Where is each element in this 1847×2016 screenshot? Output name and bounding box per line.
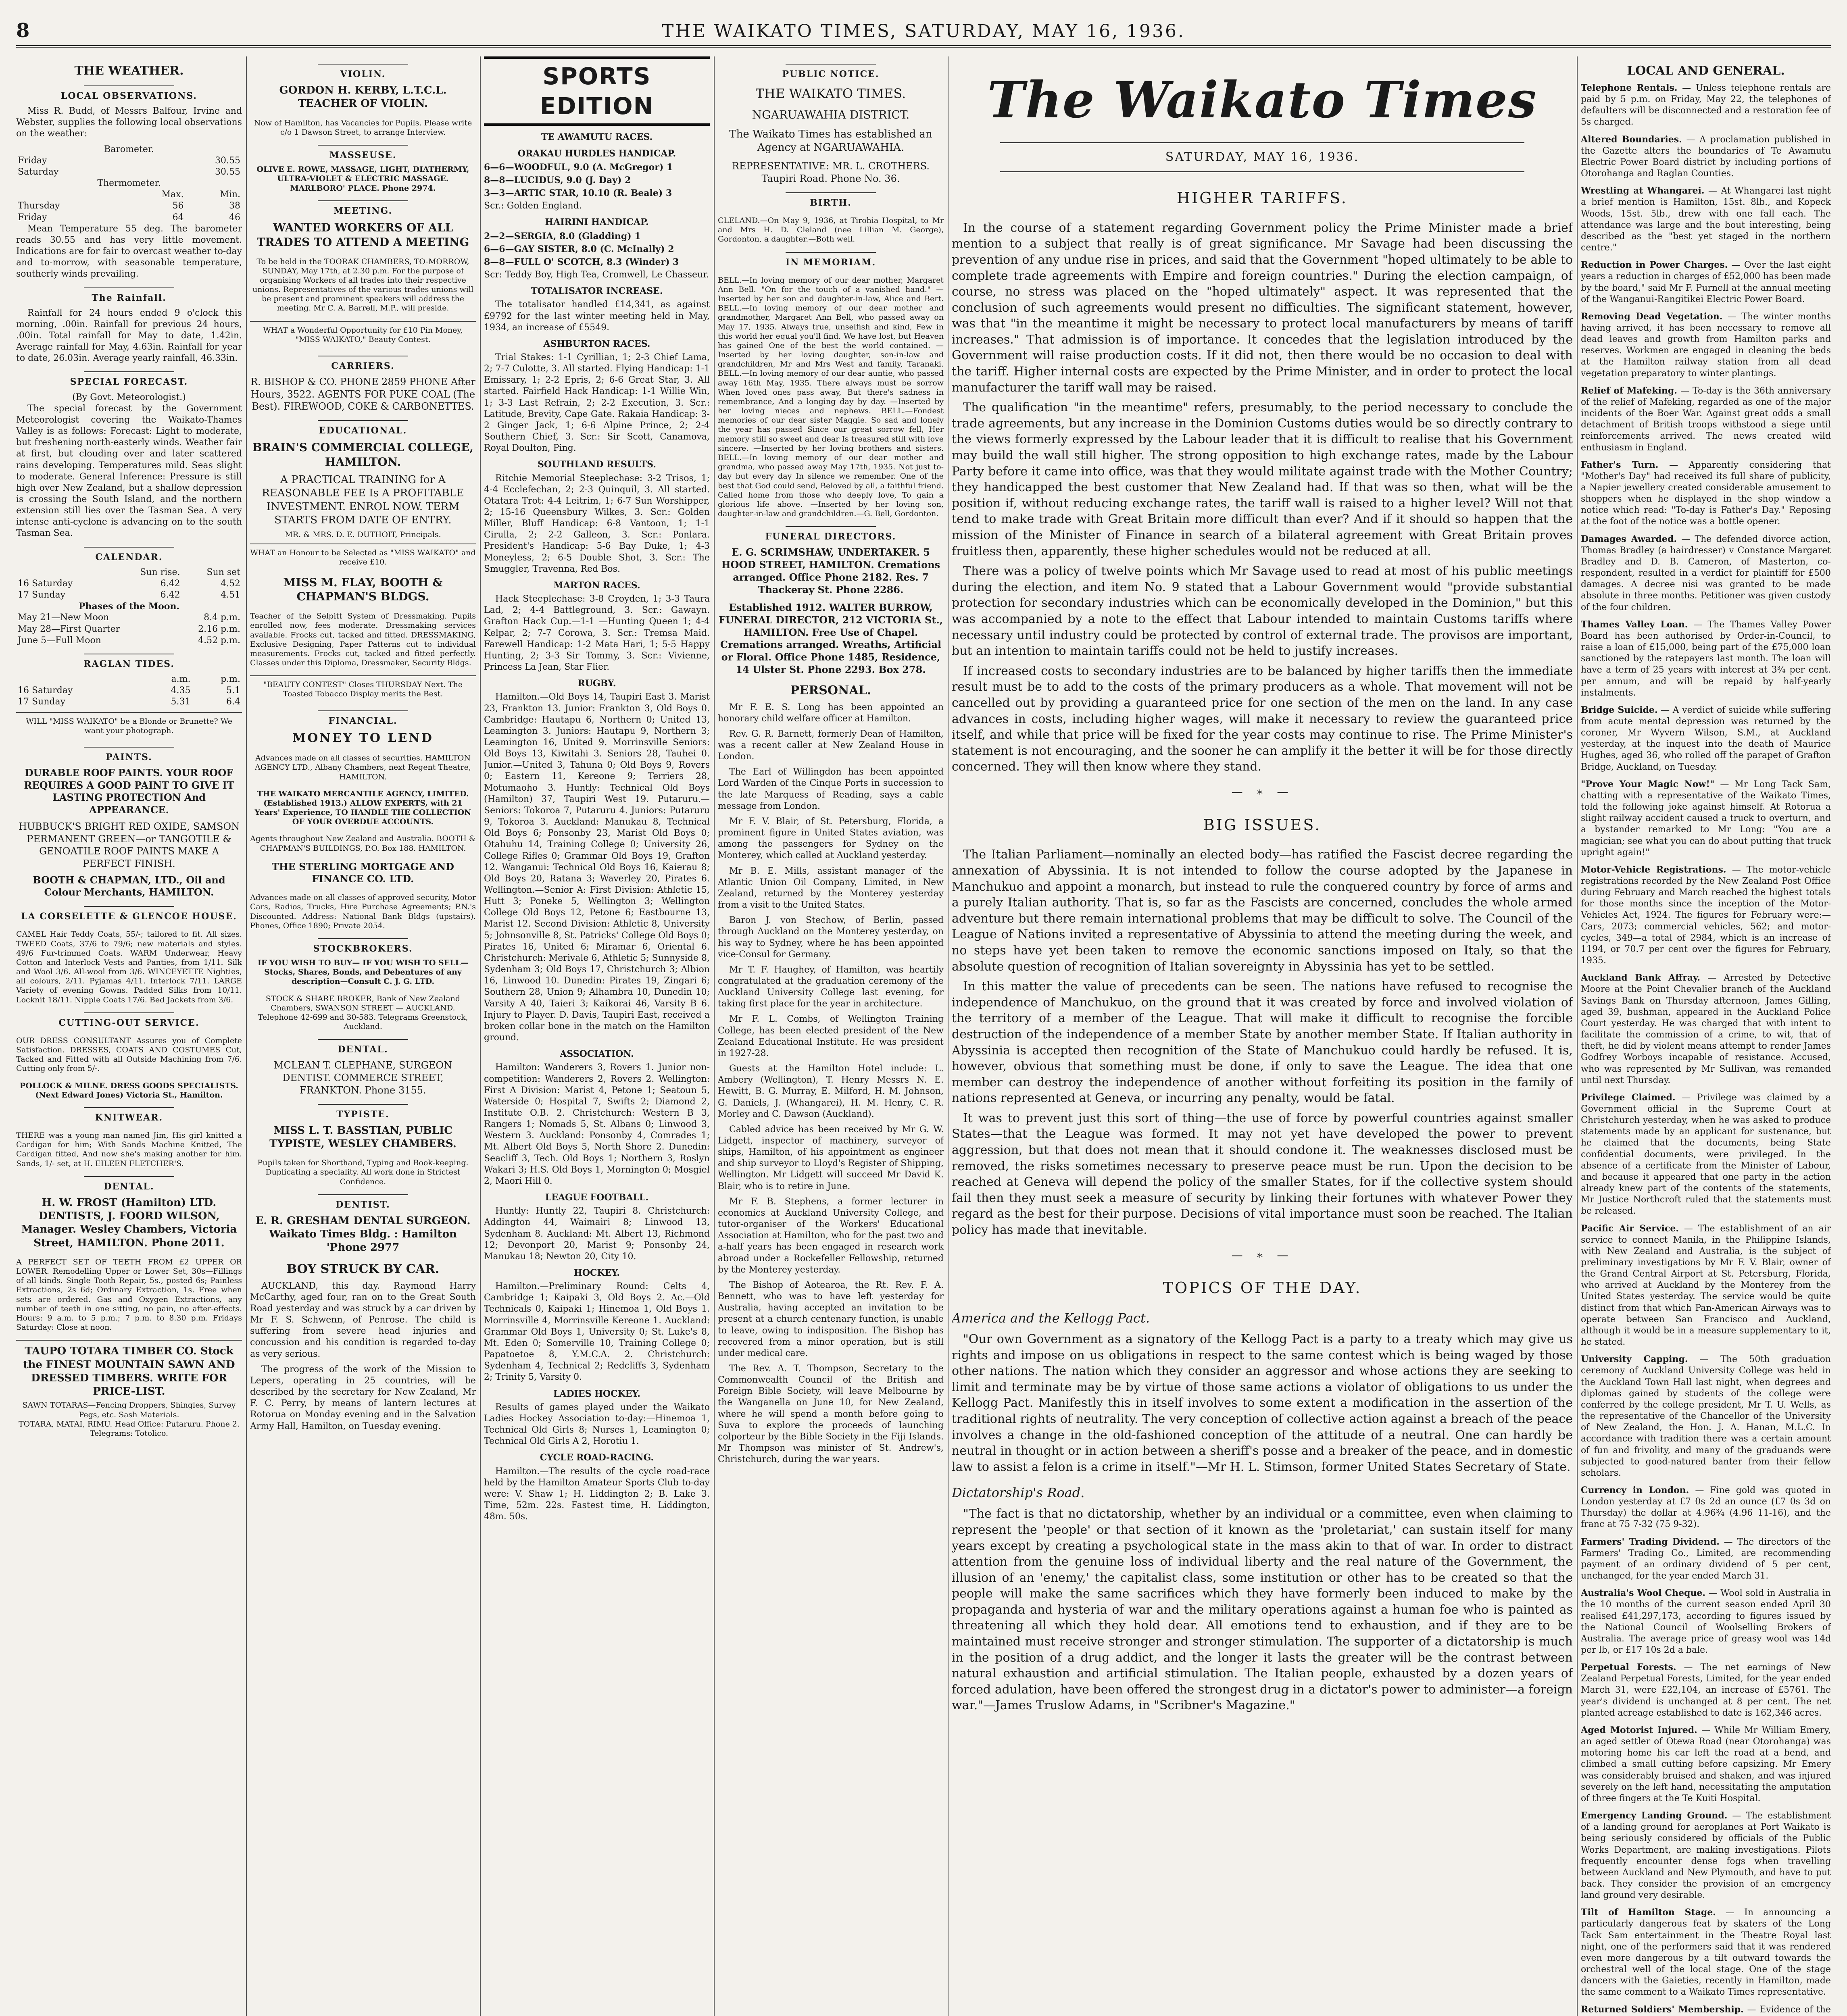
editorial-tariffs-body [952, 220, 1573, 775]
association-heading: ASSOCIATION. [560, 1049, 634, 1060]
news-item: Bridge Suicide. — A verdict of suicide while suffering from acute mental depression was returned by the coroner, Mr Wyvern Wilson, S.M., at Auckland yesterday, at the inquest into the death of Maurice Hughes, aged 36, who rolled off the parapet of Grafton Bridge, Auckland, on Tuesday. [1581, 704, 1831, 772]
notice-representative: REPRESENTATIVE: MR. L. CROTHERS. Taupiri Road. Phone No. 36. [732, 160, 930, 185]
boy-struck-heading: BOY STRUCK BY CAR. [286, 1262, 440, 1276]
southland-text: Ritchie Memorial Steeplechase: 3-2 Trisos, 1; 4-4 Ecclefechan, 2; 2-3 Quinquil, 3. All started. Otatara Trot: 4-4 Leitrim, 1; 6-7 Sun Worshipper, 2; 15-16 Queensbury Wilkes, 3. Scr.: Golden Miller, Bluff Handicap: 6-8 Vantoon, 1; 1-1 Cirulla, 2; 2-2 Galleon, 3. Scr.: Ponlara. President's Handicap: 5-6 Bay Duke, 1; 4-3 Moneyless, 2; 6-5 Double Shot, 3. Scr.: The Smuggler, Travenna, Red Bos. [484, 473, 710, 574]
news-item: Damages Awarded. — The defended divorce action, Thomas Bradley (a hairdresser) v Constance Margaret Bradley and D. B. Cameron, of Masterton, co-respondent, resulted in a verdict for plaintiff for £500 damages. A decree nisi was granted to be made absolute in three months. Petitioner was given custody of the four children. [1581, 533, 1831, 612]
result-line: 6—6—WOODFUL, 9.0 (A. McGregor) 1 [484, 162, 673, 173]
result-line: 8—8—FULL O' SCOTCH, 8.3 (Winder) 3 [484, 256, 679, 267]
column-rule [948, 56, 949, 2016]
editorial-paragraph: The qualification "in the meantime" refers, presumably, to the period necessary to conclude the trade agreements, but any increase in the Dominion Customs duties would be so directly contrary to the views formerly expressed by the Labour leader that it is difficult to realise that his Government may build the wall still higher. The strong opposition to high exchange rates, made by the Labour Party before it came into office, was that they would militate against trade with the Mother Country; they handicapped the best customer that New Zealand had. If that was so then, what will be the position if, without reducing exchange rates, the tariff wall is raised to a higher level? Will not that tend to make trade with Great Britain more difficult than ever? And if it should so happen that the mission of the Minister of Finance in search of a bilateral agreement with Great Britain proves fruitless then, apparently, these higher schedules would not be reduced at all. [952, 400, 1573, 558]
personal-item: The Rev. A. T. Thompson, Secretary to the Commonwealth Council of the British and Foreign Bible Society, will leave Melbourne by the Wanganella on June 10, for New Zealand, where he will spend a month before going to Suva to explore the proceeds of launching colporteur by the Bible Society in the Fiji Islands. Mr Thompson was minister of St. Andrew's, Christchurch, during the war years. [718, 1363, 944, 1465]
honour-ad: WHAT an Honour to be Selected as "MISS WAIKATO" and receive £10. [250, 544, 476, 571]
moon-heading: Phases of the Moon. [78, 601, 180, 612]
news-item-text: While Mr William Emery, an aged settler of Otewa Road (near Otorohanga) was motoring home his car left the road at a bend, and climbed a small cutting before capsizing. Mr Emery was considerably bruised and shaken, and was injured severely on the left hand, necessitating the amputation of three fingers at the Te Kuiti Hospital. [1581, 1725, 1831, 1804]
flay-ad: MISS M. FLAY, BOOTH & CHAPMAN'S BLDGS. [283, 575, 443, 604]
local-obs-intro: Miss R. Budd, of Messrs Balfour, Irvine and Webster, supplies the following local observations on the weather: [16, 106, 242, 139]
meeting-text: To be held in the TOORAK CHAMBERS, TO-MORROW, SUNDAY, May 17th, at 2.30 p.m. For the purpose of organising Workers of all trades into their respective unions. Representatives of the various trades unions will be present and prominent speakers will address the meeting. Mr C. A. Barrell, M.P., will preside. [252, 257, 473, 313]
column-editorial [952, 56, 1573, 2016]
news-item-title: Reduction in Power Charges. [1581, 260, 1728, 271]
news-item-title: Farmers' Trading Dividend. [1581, 1536, 1720, 1547]
personal-item: The Bishop of Aotearoa, the Rt. Rev. F. A. Bennett, who was to have left yesterday for Australia, having accepted an invitation to be present at a church centenary function, is unable to leave, owing to indisposition. The Bishop has recovered from a minor operation, but is still under medical care. [718, 1280, 944, 1358]
running-head: THE WAIKATO TIMES, SATURDAY, MAY 16, 1936. [661, 21, 1185, 42]
editorial-big-issues-body [952, 847, 1573, 1238]
news-item: University Capping. — The 50th graduation ceremony of Auckland University College was held in the Auckland Town Hall last night, when degrees and diplomas gained by students of the college were conferred by the college president, Mr T. U. Wells, as the representative of the Chancellor of the University of New Zealand, the Hon. J. A. Hanan, M.L.C. In accordance with tradition there was a certain amount of fun and frivolity, and many of the graduands were subjected to good-natured banter from their fellow scholars. [1581, 1354, 1831, 1478]
notice-title-2: NGARUAWAHIA DISTRICT. [752, 108, 910, 122]
rainfall-heading: The Rainfall. [16, 287, 242, 304]
personal-item: Mr F. L. Combs, of Wellington Training College, has been elected president of the New Zealand Educational Institute. He was president in 1927-28. [718, 1014, 944, 1058]
news-item: Father's Turn. — Apparently considering that "Mother's Day" had received its full share of publicity, a Napier jewellery created considerable amusement to shoppers when he displayed in the shop window a notice which read: "To-day is Father's Day." Reposing at the foot of the notice was a bottle opener. [1581, 459, 1831, 527]
rugby-heading: RUGBY. [577, 678, 616, 689]
gjg-text: STOCK & SHARE BROKER, Bank of New Zealand Chambers, SWANSON STREET — AUCKLAND. Telephone 42-699 and 30-583. Telegrams Greenstock, Auckland. [258, 994, 468, 1031]
ashburton-text: Trial Stakes: 1-1 Cyrillian, 1; 2-3 Chief Lama, 2; 7-7 Culotte, 3. All started. Flying Handicap: 1-1 Emissary, 1; 2-2 Epris, 2; 6-6 Great Star, 3. All started. Fairfield Hack Handicap: 1-1 Willie Win, 1; 3-3 Last Refrain, 2; 2-2 Execution, 3. Scr.: Latitude, Brevity, Cape Gate. Rakaia Handicap: 3-2 Ginger Jack, 1; 6-6 Alpine Prince, 2; 2-4 Southern Chief, 3. Scr.: Sir Scott, Canamova, Royal Doulton, Ping. [484, 352, 710, 454]
news-item-title: Returned Soldiers' Membership. [1581, 2004, 1744, 2015]
news-item: Wrestling at Whangarei. — At Whangarei last night a brief mention is Hamilton, 15st. 8lb., and Kopeck Woods, 15st. 5lb., drew with one fall each. The attendance was large and the bout interesting, being described as the "best yet staged in the northern centre." [1581, 185, 1831, 253]
news-item-text: Wool sold in Australia in the 10 months of the current season ended April 30 realised £41,297,173, according to figures issued by the National Council of Woolselling Brokers of Australia. The average price of greasy wool was 14d per lb, or £17 10s 2d a bale. [1581, 1588, 1831, 1655]
news-item: Relief of Mafeking. — To-day is the 36th anniversary of the relief of Mafeking, regarded as one of the major incidents of the Boer War. Against great odds a small detachment of British troops withstood a siege until reinforcements arrived. The news created wild enthusiasm in England. [1581, 385, 1831, 453]
thermometer-label: Thermometer. [97, 178, 161, 189]
result-line: 3—3—ARTIC STAR, 10.10 (R. Beale) 3 [484, 188, 672, 199]
dentist-heading: DENTIST. [250, 1194, 476, 1210]
topics-heading: TOPICS OF THE DAY. [1163, 1279, 1362, 1297]
cycle-text: Hamilton.—The results of the cycle road-race held by the Hamilton Amateur Sports Club to-day were: V. Shaw 1; H. Liddington 2; B. Lake 3. Time, 52m. 22s. Fastest time, H. Liddington, 48m. 50s. [484, 1466, 710, 1522]
news-item: Currency in London. — Fine gold was quoted in London yesterday at £7 0s 2d an ounce (£7 0s 3d on Thursday) the dollar at 4.96¾ (4.96 11-16), and the franc at 75 7-32 (75 9-32). [1581, 1485, 1831, 1530]
scratchings: Scr.: Golden England. [484, 201, 582, 211]
frost-ad: H. W. FROST (Hamilton) LTD. DENTISTS, J. FOORD WILSON, Manager. Wesley Chambers, Victoria Street, HAMILTON. Phone 2011. [21, 1196, 237, 1249]
knitwear-heading: KNITWEAR. [16, 1107, 242, 1123]
column-advertisements [250, 56, 476, 2016]
news-item: Farmers' Trading Dividend. — The directors of the Farmers' Trading Co., Limited, are recommending payment of an ordinary dividend of 5 per cent, unchanged, for the year ended March 31. [1581, 1536, 1831, 1581]
local-general-heading: LOCAL AND GENERAL. [1627, 64, 1785, 78]
weather-text: Mean Temperature 55 deg. The barometer reads 30.55 and has very little movement. Indications are for fair to overcast weather to-day and to-morrow, with seasonable temperature, southerly winds prevailing. [16, 223, 242, 279]
tides-heading: RAGLAN TIDES. [16, 654, 242, 670]
news-item-title: Auckland Bank Affray. [1581, 973, 1701, 983]
section-ornament: — ∗ — [1231, 785, 1293, 798]
news-item: Thames Valley Loan. — The Thames Valley Power Board has been authorised by Order-in-Council, to raise a loan of £15,000, being part of the £75,000 loan sanctioned by the ratepayers last month. The loan will have a term of 25 years with interest at 3¾ per cent. per annum, and will be repaid by half-yearly instalments. [1581, 619, 1831, 698]
typiste-heading: TYPISTE. [250, 1104, 476, 1120]
rugby-text: Hamilton.—Old Boys 14, Taupiri East 3. Marist 23, Frankton 13. Junior: Frankton 3, Old Boys 0. Cambridge: Hautapu 6, Northern 0; United 13, Leamington 3. Juniors: Hautapu 9, Northern 3; Leamington 16, United 9. Morrinsville Seniors: Old Boys 13, Kiwitahi 3. Seniors 28, Tauhei 0. Junior.—United 3, Tahuna 0; Old Boys 9, Rovers 0; Eastern 11, Kereone 9; Terriers 28, Motumaoho 3. Huntly: Technical Old Boys (Hamilton) 37, Taupiri West 19. Putaruru.—Seniors: Tokoroa 7, Putaruru 4. Juniors: Putaruru 9, Tokoroa 3. Auckland: Manukau 8, Technical Old Boys 6; Ponsonby 23, Marist Old Boys 0; Otahuhu 14, Training College 0; University 26, College Rifles 0; Grammar Old Boys 19, Grafton 12. Wanganui: Technical Old Boys 16, Kaierau 8; Old Boys 20, Ratana 3; Waverley 20, Pirates 6. Wellington.—Senior A: First Division: Athletic 15, Hutt 3; Poneke 5, Wellington 3; Wellington College Old Boys 12, Petone 6; Eastbourne 13, Marist 12. Second Division: Athletic 8, University 5; Johnsonville 8, St. Patricks' College Old Boys 0; Pirates 16, United 6; Miramar 6, Oriental 6. Christchurch: Merivale 6, Athletic 5; Sunnyside 8, Sydenham 3; Old Boys 17, Christchurch 3; Albion 16, Linwood 10. Dunedin: Pirates 19, Zingari 6; Southern 28, Union 9; Alhambra 10, Dunedin 10; Varsity A 40, Taieri 3; Kaikorai 46, Varsity B 6. Injury to Player. D. Davis, Taupiri East, received a broken collar bone in the match on the Hamilton ground. [484, 692, 710, 1043]
news-item-text: Evidence of the [1759, 2004, 1831, 2015]
stockbrokers-heading: STOCKBROKERS. [250, 938, 476, 954]
league-heading: LEAGUE FOOTBALL. [545, 1192, 649, 1203]
personal-heading: PERSONAL. [790, 683, 871, 698]
news-item: Returned Soldiers' Membership. — Evidence of the [1581, 2004, 1831, 2016]
cutting-text: OUR DRESS CONSULTANT Assures you of Complete Satisfaction. DRESSES, COATS AND COSTUMES Cut, Tacked and Fitted with all Outside Machining from 7/6. Cutting only from 5/-. [16, 1036, 242, 1073]
association-text: Hamilton: Wanderers 3, Rovers 1. Junior non-competition: Wanderers 2, Rovers 2. Wellington: First A Division: Marist 4, Petone 1; Seatoun 5, Waterside 0; Hospital 7, Swifts 2; Diamond 2, Institute O.B. 2. Christchurch: Western B 3, Rangers 1; Nomads 5, St. Albans 0; Linwood 3, Western 3. Auckland: Ponsonby 4, Comrades 1; Mt. Albert Old Boys 5, North Shore 2. Dunedin: Seacliff 3, Tech. Old Boys 1; Northern 3, Roslyn Wakari 3; H.S. Old Boys 1, Mornington 0; Mosgiel 2, Maori Hill 0. [484, 1062, 710, 1186]
news-item-text: The motor-vehicle registrations recorded by the New Zealand Post Office during February and March reached the highest totals for those months since the inception of the Motor-Vehicles Act, 1924. The figures for February were:—Cars, 2073; commercial vehicles, 562; and motor-cycles, 349—a total of 2984, which is an increase of 1194, or 70.7 per cent over the figures for February, 1935. [1581, 864, 1831, 966]
basstian-ad: MISS L. T. BASSTIAN, PUBLIC TYPISTE, WESLEY CHAMBERS. [269, 1124, 457, 1150]
result-line: 2—2—SERGIA, 8.0 (Gladding) 1 [484, 231, 641, 242]
memoriam-text: BELL.—In loving memory of our dear mother, Margaret Ann Bell. "On for the touch of a vanished hand." —Inserted by her son and daughter-in-law, Alice and Bert. BELL.—In loving memory of our dear mother and grandmother, Margaret Ann Bell, who passed away on May 17, 1935. Always true, unselfish and kind, Few in this world her equal you'll find. We have lost, but Heaven has gained One of the best the world contained. —Inserted by her loving daughter, son-in-law and grandchildren, Mr and Mrs West and family, Taranaki. BELL.—In loving memory of our dear auntie, who passed away 16th May, 1935. There always must be sorrow When loved ones pass away, But there's sadness in remembrance, And a longing day by day. —Inserted by her loving nieces and nephews. BELL.—Fondest memories of our dear sister Maggie. So sad and lonely the year has passed Since our great sorrow fell, Her memory still so sweet and dear Is treasured still with love sincere. —Inserted by her loving brothers and sisters. BELL.—In loving memory of our dear mother and grandma, who passed away May 17th, 1935. Not just to-day but every day In silence we remember. One of the best that God could send, Beloved by all, a faithful friend. Called home from those who deeply love, To gain a glorious life above. —Inserted by her loving son, daughter-in-law and grandchildren.—G. Bell, Gordonton. [718, 275, 944, 519]
news-item: Altered Boundaries. — A proclamation published in the Gazette alters the boundaries of Te Awamutu Electric Power Board district by including portions of Otorohanga and Raglan Counties. [1581, 134, 1831, 179]
thermometer-table: Max. Min. Thursday 56 38 Friday 64 46 [18, 190, 240, 223]
news-item-text: Unless telephone rentals are paid by 5 p.m. on Friday, May 22, the telephones of defaulters will be disconnected and a restoration fee of 5s charged. [1581, 83, 1831, 127]
editorial-paragraph: There was a policy of twelve points which Mr Savage used to read at most of his public meetings during the election, and item No. 9 stated that a Labour Government would "provide substantial protection for secondary industries which can be economically developed in the Dominion," but this was accompanied by a note to the effect that Labour intended to maintain Customs tariffs where necessary until industry could be protected by control of external trade. The provisos are important, but an intention to maintain tariffs could not be held to justify increases. [952, 564, 1573, 658]
masseuse-heading: MASSEUSE. [250, 145, 476, 161]
corselette-text: CAMEL Hair Teddy Coats, 55/-; tailored to fit. All sizes. TWEED Coats, 37/6 to 79/6; new materials and styles. 49/6 Fur-trimmed Coats. WARM Underwear, Heavy Cotton and Interlock Vests and Panties, from 1/11. Silk and Wool 3/6. All-wool from 3/6. WINCEYETTE Nighties, all colours, 2/11. Pyjamas 4/11. Interlock 7/11. LARGE Variety of evening Gowns. Padded Silks from 10/11. Locknit 18/11. Nipple Coats 17/6. Bed Jackets from 3/6. [16, 930, 242, 1004]
sterling-ad: THE STERLING MORTGAGE AND FINANCE CO. LTD. [272, 860, 454, 885]
hockey-heading: HOCKEY. [574, 1268, 620, 1278]
news-item: Auckland Bank Affray. — Arrested by Detective Moore at the Point Chevalier branch of the Auckland Savings Bank on Thursday afternoon, James Gilling, aged 39, bushman, appeared in the Auckland Police Court yesterday. He was charged that with intent to facilitate the commission of a crime, to wit, that of theft, he did by violent means attempt to render James Godfrey Worboys incapable of resistance. Accused, who was represented by Mr Sullivan, was remanded until next Thursday. [1581, 973, 1831, 1085]
kerby-ad: GORDON H. KERBY, L.T.C.L. TEACHER OF VIOLIN. [279, 84, 447, 110]
taupo-heading: TAUPO TOTARA TIMBER CO. Stock the FINEST MOUNTAIN SAWN AND DRESSED TIMBERS. WRITE FOR PRICE-LIST. [23, 1345, 235, 1398]
frost-text: A PERFECT SET OF TEETH FROM £2 UPPER OR LOWER. Remodelling Upper or Lower Set, 30s—Fillings of all kinds. Single Tooth Repair, 5s., posted 6s; Painless Extractions, 2s 6d; Ordinary Extraction, 1s. Free when sets are ordered. Gas and Oxygen Extractions, any number of teeth in one sitting, no pain, no after-effects. Hours: 9 a.m. to 5 p.m.; 7 p.m. to 8.30 p.m. Fridays Saturday: Close at noon. [16, 1257, 242, 1332]
news-item-title: Bridge Suicide. [1581, 704, 1658, 715]
news-item-text: The Thames Valley Power Board has been authorised by Order-in-Council, to raise a loan of £15,000, being part of the £75,000 loan sanctioned by the ratepayers last month. The loan will have a term of 25 years with interest at 3¾ per cent. per annum, and will be repaid by half-yearly instalments. [1581, 619, 1831, 698]
news-item-title: Relief of Mafeking. [1581, 385, 1677, 396]
mission-text: The progress of the work of the Mission to Lepers, operating in 25 countries, will be described by the secretary for New Zealand, Mr F. C. Perry, by means of lantern lectures at Rotorua on Monday evening and in the Salvation Army Hall, Hamilton, on Tuesday evening. [250, 1364, 476, 1431]
corselette-heading: LA CORSELETTE & GLENCOE HOUSE. [16, 906, 242, 922]
kerby-text: Now of Hamilton, has Vacancies for Pupils. Please write c/o 1 Dawson Street, to arrange Interview. [254, 118, 472, 137]
contest-ad: WHAT a Wonderful Opportunity for £10 Pin Money, "MISS WAIKATO," Beauty Contest. [250, 321, 476, 348]
editorial-paragraph: If increased costs to secondary industries are to be balanced by higher tariffs then the immediate result must be to add to the costs of the primary producers as a whole. That movement will not be cancelled out by providing a guaranteed price for one section of the men on the land. In any case advances in costs, including higher wages, will make it necessary to review the guaranteed price itself, and while that price will be fixed for the year costs may continue to rise. The Prime Minister's statement is not encouraging, and the sooner he can amplify it the better it will be for those directly concerned. They will then know where they stand. [952, 664, 1573, 774]
hockey-text: Hamilton.—Preliminary Round: Celts 4, Cambridge 1; Kaipaki 3, Old Boys 2. Ac.—Old Technicals 0, Kaipaki 1; Hinemoa 1, Old Boys 1. Morrinsville 4, Morrinsville Kereone 1. Auckland: Grammar Old Boys 1, University 0; St. Luke's 8, Mt. Eden 0; Somerville 10, Training College 0; Papatoetoe 8, Y.M.C.A. 2. Christchurch: Sydenham 4, Technical 2; Redcliffs 3, Sydenham 2; Trinity 5, Varsity 0. [484, 1281, 710, 1383]
personal-item: Guests at the Hamilton Hotel include: L. Ambery (Wellington), T. Henry Messrs N. E. Hewitt, B. G. Murray, E. Milford, H. M. Johnson, G. Daniels, J. (Whangarei), H. M. Henry, C. R. Morley and C. Dawson (Auckland). [718, 1064, 944, 1119]
news-item-text: In announcing a particularly dangerous feat by skaters of the Long Tack Sam entertainment in the Theatre Royal last night, one of the performers said that it was rendered even more dangerous by a tilt outward towards the orchestral well of the local stage. One of the stage dancers with the Gaieties, recently in Hamilton, made the same comment to a Waikato Times representative. [1581, 1908, 1831, 1997]
hubbuck-ad: HUBBUCK'S BRIGHT RED OXIDE, SAMSON PERMANENT GREEN—or TANGOTILE & GENOATILE ROOF PAINTS MAKE A PERFECT FINISH. [18, 821, 240, 870]
violin-heading: VIOLIN. [250, 64, 476, 80]
carriers-heading: CARRIERS. [250, 356, 476, 372]
news-item-title: Emergency Landing Ground. [1581, 1810, 1728, 1821]
pollock-ad: POLLOCK & MILNE. DRESS GOODS SPECIALISTS. (Next Edward Jones) Victoria St., Hamilton. [19, 1081, 239, 1100]
financial-heading: FINANCIAL. [250, 710, 476, 727]
personal-item: Mr F. V. Blair, of St. Petersburg, Florida, a prominent figure in United States aviation, was among the passengers for Sydney on the Monterey, which called at Auckland yesterday. [718, 816, 944, 861]
brain-foot: MR. & MRS. D. E. DUTHOIT, Principals. [285, 530, 441, 539]
news-item-text: The 50th graduation ceremony of Auckland University College was held in the Auckland Town Hall last night, when degrees and diplomas gained by students of the college were conferred by the college president, Mr T. U. Wells, as the representative of the Chancellor of the University of New Zealand, the Hon. J. A. Hanan, M.L.C. In accordance with tradition there was a certain amount of fun and frivolity, and many of the graduands were subjected to good-natured banter from their fellow scholars. [1581, 1354, 1831, 1478]
news-item: Motor-Vehicle Registrations. — The motor-vehicle registrations recorded by the New Zealand Post Office during February and March reached the highest totals for those months since the inception of the Motor-Vehicles Act, 1924. The figures for February were:—Cars, 2073; commercial vehicles, 562; and motor-cycles, 349—a total of 2984, which is an increase of 1194, or 70.7 per cent over the figures for February, 1935. [1581, 864, 1831, 966]
news-item: Emergency Landing Ground. — The establishment of a landing ground for aeroplanes at Port Waikato is being seriously considered by officials of the Public Works Department, are making investigations. Pilots frequently encounter dense fogs when travelling between Auckland and New Plymouth, and have to put back. They consider the provision of an emergency land ground very desirable. [1581, 1810, 1831, 1901]
barometer-label: Barometer. [104, 144, 154, 154]
news-item-title: Altered Boundaries. [1581, 134, 1682, 145]
gresham-ad: E. R. GRESHAM DENTAL SURGEON. Waikato Times Bldg. : Hamilton 'Phone 2977 [255, 1214, 471, 1254]
column-notices [718, 56, 944, 2016]
ashburton-heading: ASHBURTON RACES. [543, 338, 650, 349]
beauty-ad: "BEAUTY CONTEST" Closes THURSDAY Next. The Toasted Tobacco Display merits the Best. [250, 675, 476, 703]
column-rule [480, 56, 481, 2016]
news-item-title: Perpetual Forests. [1581, 1662, 1676, 1673]
mclean-ad: MCLEAN T. CLEPHANE, SURGEON DENTIST. COMMERCE STREET, FRANKTON. Phone 3155. [273, 1060, 452, 1096]
forecast-sub: (By Govt. Meteorologist.) [72, 392, 186, 402]
weather-heading: THE WEATHER. [74, 64, 184, 78]
editorial-paragraph: In this matter the value of precedents can be seen. The nations have refused to recognise the independence of Manchukuo, on the ground that it was created by force and involved violation of the territory of a member of the League. That will make it difficult to recognise the forcible destruction of the independence of a member State by another member State. If Italian authority in Abyssinia is accepted then recognition of the State of Manchukuo could hardly be refused. It is, however, obvious that something must be done, if only to save the League. The idea that one member can destroy the independence of another without forfeiting its position in the family of nations represented at Geneva, or incurring any penalty, would be fatal. [952, 979, 1573, 1106]
news-item-text: To-day is the 36th anniversary of the relief of Mafeking, regarded as one of the major incidents of the Boer War. Against great odds a small detachment of British troops withstood a siege until reinforcements arrived. The news created wild enthusiasm in England. [1581, 385, 1831, 453]
paper-title: The Waikato Times [987, 71, 1537, 129]
editorial-paragraph: It was to prevent just this sort of thing—the use of force by powerful countries against smaller States—that the League was formed. It may not yet have developed the power to prevent aggression, but that does not mean that it should condone it. The weaknesses disclosed must be removed, the risks sometimes necessary to preserve peace must be run. Upon the decision to be reached at Geneva will depend the policy of the smaller States, for if the collective system should fail then they must seek a measure of security by linking their fortunes with whatever Power they regard as the best for their purpose. Decisions of vital importance must soon be reached. The Italian policy has made that inevitable. [952, 1111, 1573, 1237]
mercantile-foot: Agents throughout New Zealand and Australia. BOOTH & CHAPMAN'S BUILDINGS, P.O. Box 188. HAMILTON. [250, 834, 476, 853]
notice-title-1: THE WAIKATO TIMES. [755, 86, 906, 102]
local-general-list [1581, 82, 1831, 1479]
news-item: Privilege Claimed. — Privilege was claimed by a Government official in the Supreme Court at Christchurch yesterday, when he was asked to produce statements made by an applicant for sustenance, but he claimed that the documents, being State confidential documents, were privileged. In the absence of a certificate from the Minister of Labour, and because it appeared that one party in the action already knew part of the contents of the statements, Mr Justice Northcroft ruled that the statements must be released. [1581, 1092, 1831, 1216]
rowe-ad: OLIVE E. ROWE, MASSAGE, LIGHT, DIATHERMY, ULTRA-VIOLET & ELECTRIC MASSAGE. MARLBORO' PLACE. Phone 2974. [256, 165, 469, 193]
birth-text: CLELAND.—On May 9, 1936, at Tirohia Hospital, to Mr and Mrs H. D. Cleland (nee Lillian M. George), Gordonton, a daughter.—Both well. [718, 216, 944, 244]
news-item-text: Over the last eight years a reduction in charges of £52,000 has been made by the board," said Mr F. Purnell at the annual meeting of the Wanganui-Rangitikei Electric Power Board. [1581, 260, 1831, 304]
taupo-foot: TOTARA, MATAI, RIMU. Head Office: Putaruru. Phone 2. Telegrams: Totolico. [18, 1419, 240, 1438]
moon-table: May 21—New Moon 8.4 p.m. May 28—First Quarter 2.16 p.m. June 5—Full Moon 4.52 p.m. [18, 612, 240, 646]
news-item-text: The net earnings of New Zealand Perpetual Forests, Limited, for the year ended March 31, were £22,104, an increase of £5761. The year's dividend is unchanged at 8 per cent. The net planted acreage established to date is 162,346 acres. [1581, 1662, 1831, 1718]
news-item-title: Motor-Vehicle Registrations. [1581, 864, 1726, 875]
column-rule [1577, 56, 1578, 2016]
news-item: Perpetual Forests. — The net earnings of New Zealand Perpetual Forests, Limited, for the year ended March 31, were £22,104, an increase of £5761. The year's dividend is unchanged at 8 per cent. The net planted acreage established to date is 162,346 acres. [1581, 1662, 1831, 1718]
news-item-text: A proclamation published in the Gazette alters the boundaries of Te Awamutu Electric Power Board district by including portions of Otorohanga and Raglan Counties. [1581, 134, 1831, 179]
news-item-title: Telephone Rentals. [1581, 83, 1678, 93]
sterling-text: Advances made on all classes of approved security, Motor Cars, Radios, Trucks, Hire Purchase Agreements; P.N.'s Discounted. Address: National Bank Bldgs (upstairs). Phones, Office 1890; Private 2054. [250, 893, 476, 930]
league-text: Huntly: Huntly 22, Taupiri 8. Christchurch: Addington 44, Waimairi 8; Linwood 13, Sydenham 8. Auckland: Mt. Albert 13, Richmond 12; Devonport 20, Marist 9; Ponsonby 24, Manukau 18; Newton 20, City 10. [484, 1206, 710, 1262]
blonde-ad: WILL "MISS WAIKATO" be a Blonde or Brunette? We want your photograph. [16, 712, 242, 739]
scrimshaw-ad: E. G. SCRIMSHAW, UNDERTAKER. 5 HOOD STREET, HAMILTON. Cremations arranged. Office Phone 2182. Res. 7 Thackeray St. Phone 2286. [721, 546, 940, 596]
news-item-text: Mr Long Tack Sam, chatting with a representative of the Waikato Times, told the following joke against himself. At Rotorua a slight railway accident caused a truck to overturn, and a bystander remarked to Mr Long: "You are a magician; see what you can do about putting that truck upright again!" [1581, 779, 1831, 858]
brain-text: A PRACTICAL TRAINING for A REASONABLE FEE Is A PROFITABLE INVESTMENT. ENROL NOW. TERM STARTS FROM DATE OF ENTRY. [262, 474, 464, 526]
scratchings: Scr: Teddy Boy, High Tea, Cromwell, Le Chasseur. [484, 270, 709, 280]
news-item-title: Aged Motorist Injured. [1581, 1724, 1697, 1735]
news-item-title: Removing Dead Vegetation. [1581, 311, 1723, 322]
news-item-title: Thames Valley Loan. [1581, 619, 1688, 630]
news-item-text: The defended divorce action, Thomas Bradley (a hairdresser) v Constance Margaret Bradley and D. B. Cameron, of Masterton, co-respondent, resulted in a verdict for plaintiff for £500 damages. A decree nisi was granted to be made absolute in three months. Petitioner was given custody of the four children. [1581, 534, 1831, 612]
result-line: 8—8—LUCIDUS, 9.0 (J. Day) 2 [484, 175, 631, 185]
taupo-text: SAWN TOTARAS—Fencing Droppers, Shingles, Survey Pegs, etc. Sash Materials. [22, 1401, 236, 1419]
personal-item: Mr F. E. S. Long has been appointed an honorary child welfare officer at Hamilton. [718, 702, 944, 724]
news-item: Tilt of Hamilton Stage. — In announcing a particularly dangerous feat by skaters of the Long Tack Sam entertainment in the Theatre Royal last night, one of the performers said that it was rendered even more dangerous by a tilt outward towards the orchestral well of the local stage. One of the stage dancers with the Gaieties, recently in Hamilton, made the same comment to a Waikato Times representative. [1581, 1907, 1831, 1997]
calendar-heading: CALENDAR. [16, 547, 242, 563]
funeral-heading: FUNERAL DIRECTORS. [718, 526, 944, 542]
dental-heading: DENTAL. [16, 1176, 242, 1192]
news-item-title: Australia's Wool Cheque. [1581, 1588, 1706, 1599]
marton-heading: MARTON RACES. [553, 580, 640, 591]
public-notice-heading: PUBLIC NOTICE. [718, 64, 944, 80]
topic-dictatorship-text: "The fact is that no dictatorship, whether by an individual or a committee, even when claiming to represent the 'people' or that section of it known as the 'proletariat,' can sustain itself for many years except by creating a psychological state in the mass akin to that of war. In order to distract attention from the genuine loss of individual liberty and the real nature of the Government, the illusion of an 'enemy,' the capitalist class, some institution or other has to be created so that the people will make the same sacrifices which they have formerly been induced to make by the propaganda and hysteria of war and the military operations against a human foe who is painted as threatening all which they hold dear. All emotions tend to exhaustion, and if they are to be maintained must receive stronger and stronger stimulation. The supporter of a dictatorship is much in the position of a drug addict, and the longer it lasts the greater will be the contrast between natural exhaustion and artificial stimulation. The Italian people, exhausted by a dozen years of forced adulation, have been offered the strongest drug in a dictator's power to administer—a foreign war."—James Truslow Adams, in "Scribner's Magazine." [952, 1507, 1573, 1713]
news-item-title: "Prove Your Magic Now!" [1581, 779, 1715, 789]
news-item-title: Currency in London. [1581, 1485, 1689, 1495]
editorial-heading-big-issues: BIG ISSUES. [1203, 816, 1322, 834]
editorial-paragraph: In the course of a statement regarding Government policy the Prime Minister made a brief mention to a subject that really is of great significance. Mr Savage had been discussing the prevention of any undue rise in prices, and said that the Government "hoped ultimately to be able to complete trade agreements with Empire and foreign countries." During the election campaign, of course, no stress was placed on the "hoped ultimately" aspect. It was represented that the conclusion of such agreements would present no difficulties. The significant statement, however, was that "in the meantime it might be necessary to protect local manufacturers by means of tariff increases." That admission is of importance. It concedes that the legislation introduced by the Government will raise production costs. If it did not, then there would be no occasion to deal with the tariff. Higher internal costs are expected by the Prime Minister, and in order to protect the local manufacturer the tariff wall may be raised. [952, 221, 1573, 395]
masthead [16, 19, 1831, 48]
tides-table: a.m. p.m. 16 Saturday 4.35 5.1 17 Sunday 5.31 6.4 [18, 674, 240, 707]
news-item-text: The directors of the Farmers' Trading Co., Limited, are recommending payment of an ordinary dividend of 5 per cent, unchanged, for the year ended March 31. [1581, 1537, 1831, 1581]
boy-struck-text: AUCKLAND, this day. Raymond Harry McCarthy, aged four, ran on to the Great South Road yesterday and was struck by a car driven by Mr F. S. Schwenn, of Penrose. The child is suffering from severe head injuries and concussion and his condition is regarded to-day as very serious. [250, 1281, 476, 1359]
cycle-heading: CYCLE ROAD-RACING. [540, 1452, 654, 1463]
personal-list [718, 702, 944, 1466]
forecast-text: The special forecast by the Government Meteorologist covering the Waikato-Thames Valley is as follows: Forecast: Light to moderate, but freshening north-easterly winds. Weather fair at first, but clouding over and later scattered rains developing. Temperatures mild. Seas slight to moderate. General Inference: Pressure is still high over New Zealand, but a shallow depression is crossing the South Island, and the northern extension still lies over the Tasman Sea. A very intense anti-cyclone is advancing on to the south Tasman Sea. [16, 403, 242, 539]
forecast-heading: SPECIAL FORECAST. [16, 371, 242, 387]
totalisator-text: The totalisator handled £14,341, as against £9792 for the last winter meeting held in May, 1934, an increase of £5549. [484, 300, 710, 333]
section-ornament: — ∗ — [1231, 1248, 1293, 1262]
mercantile-ad: THE WAIKATO MERCANTILE AGENCY, LIMITED. (Established 1913.) ALLOW EXPERTS, with 21 Years' Experience, TO HANDLE THE COLLECTION OF YOUR OVERDUE ACCOUNTS. [254, 789, 471, 827]
flay-text: Teacher of the Selpitt System of Dressmaking. Pupils enrolled now, fees moderate. Dressmaking services available. Frocks cut, tacked and fitted. DRESSMAKING, Exclusive Designing, Paper Patterns cut to individual measurements. Frocks cut, tacked and fitted perfectly. Classes under this Diploma, Dressmaker, Security Bldgs. [250, 612, 476, 668]
notice-text: The Waikato Times has established an Agency at NGARUAWAHIA. [729, 128, 932, 154]
news-item-text: Fine gold was quoted in London yesterday at £7 0s 2d an ounce (£7 0s 3d on Thursday) the dollar at 4.96¾ (4.96 11-16), and the franc at 75 7-32 (75 9-32). [1581, 1485, 1831, 1530]
topic-heading-kellogg: America and the Kellogg Pact. [952, 1310, 1150, 1326]
news-item-text: At Whangarei last night a brief mention is Hamilton, 15st. 8lb., and Kopeck Woods, 15st. 5lb., drew with one fall each. The attendance was large and the bout interesting, being described as the "best yet staged in the northern centre." [1581, 186, 1831, 253]
calendar-table: Sun rise. Sun set 16 Saturday 6.42 4.52 17 Sunday 6.42 4.51 [18, 567, 240, 600]
paints-heading: PAINTS. [16, 747, 242, 763]
personal-item: The Earl of Willingdon has been appointed Lord Warden of the Cinque Ports in succession to the late Marquess of Reading, says a cable message from London. [718, 767, 944, 811]
paints-ad: DURABLE ROOF PAINTS. YOUR ROOF REQUIRES A GOOD PAINT TO GIVE IT LASTING PROTECTION And APPEARANCE. [24, 767, 234, 816]
cutting-heading: CUTTING-OUT SERVICE. [16, 1012, 242, 1029]
news-item: Aged Motorist Injured. — While Mr William Emery, an aged settler of Otewa Road (near Otorohanga) was motoring home his car left the road at a bend, and climbed a small cutting before capsizing. Mr Emery was considerably bruised and shaken, and was injured severely on the left hand, necessitating the amputation of three fingers at the Te Kuiti Hospital. [1581, 1724, 1831, 1804]
news-item: Telephone Rentals. — Unless telephone rentals are paid by 5 p.m. on Friday, May 22, the telephones of defaulters will be disconnected and a restoration fee of 5s charged. [1581, 83, 1831, 127]
result-line: 6—6—GAY SISTER, 8.0 (C. McInally) 2 [484, 244, 674, 254]
money-ad: MONEY TO LEND [292, 731, 434, 745]
barometer-table: Friday 30.55 Saturday 30.55 [18, 155, 240, 177]
news-item: Pacific Air Service. — The establishment of an air service to connect Manila, in the Philippine Islands, with New Zealand and Australia, is the subject of preliminary investigations by Mr F. V. Blair, owner of the Grand Central Airport at St. Petersburg, Florida, who arrived at Auckland by the Monterey from the United States yesterday. The service would be quite distinct from that which Pan-American Airways was to operate between San Francisco and Auckland, although it would be in a measure supplementary to it, he stated. [1581, 1223, 1831, 1347]
burrow-ad: Established 1912. WALTER BURROW, FUNERAL DIRECTOR, 212 VICTORIA St., HAMILTON. Free Use of Chapel. Cremations arranged. Wreaths, Artificial or Floral. Office Phone 1485, Residence, 14 Ulster St. Phone 2293. Box 278. [718, 602, 943, 675]
southland-heading: SOUTHLAND RESULTS. [538, 459, 656, 470]
meeting-heading: MEETING. [250, 200, 476, 217]
personal-item: Mr F. B. Stephens, a former lecturer in economics at Auckland University College, and tutor-organiser of the Workers' Educational Association at Hamilton, who for the past two and a-half years has been engaged in research work abroad under a Rockefeller Fellowship, returned by the Monterey yesterday. [718, 1196, 944, 1275]
personal-item: Cabled advice has been received by Mr G. W. Lidgett, inspector of machinery, surveyor of ships, Hamilton, of his appointment as engineer and ship surveyor to Lloyd's Register of Shipping, Wellington. Mr Lidgett will succeed Mr David K. Blair, who is to retire in June. [718, 1124, 944, 1191]
news-item-text: Arrested by Detective Moore at the Point Chevalier branch of the Auckland Savings Bank on Thursday afternoon, James Gilling, aged 39, bushman, appeared in the Auckland Police Court yesterday. He was charged that with intent to facilitate the commission of a crime, to wit, that of theft, he did by violent means attempt to render James Godfrey Worboys incapable of resistance. Accused, who was represented by Mr Sullivan, was remanded until next Thursday. [1581, 973, 1831, 1085]
money-text: Advances made on all classes of securities. HAMILTON AGENCY LTD., Albany Chambers, next Regent Theatre, HAMILTON. [255, 754, 471, 781]
personal-item: Mr B. E. Mills, assistant manager of the Atlantic Union Oil Company, Limited, in New Zealand, returned by the Monterey yesterday from a visit to the United States. [718, 866, 944, 910]
news-item-title: Damages Awarded. [1581, 533, 1677, 544]
personal-item: Baron J. von Stechow, of Berlin, passed through Auckland on the Monterey yesterday, on his way to Sydney, where he has been appointed vice-Consul for Germany. [718, 915, 944, 960]
news-item-title: Father's Turn. [1581, 459, 1659, 470]
editorial-paragraph: The Italian Parliament—nominally an elected body—has ratified the Fascist decree regarding the annexation of Abyssinia. It is not intended to follow the course adopted by the Japanese in Manchukuo and appoint a monarch, but instead to rule the conquered country by force of arms and a purely Italian authority. That is, so far as the Fascists are concerned, concludes the whole armed adventure but there remain international problems that may be difficult to solve. The Council of the League of Nations invited a representative of Abyssinia to attend the meeting during the week, and no steps have yet been taken to remove the economic sanctions imposed on Italy, so that the absolute question of recognition of Italian sovereignty in Abyssinia has yet to be settled. [952, 848, 1573, 974]
news-item-text: The winter months having arrived, it has been necessary to remove all dead leaves and growth from Hamilton parks and reserves. Workmen are engaged in cleaning the beds at the Hamilton railway station from all dead vegetation preparatory to winter plantings. [1581, 311, 1831, 379]
race-meeting-te-awamutu: TE AWAMUTU RACES. [541, 132, 653, 143]
column-sports [484, 56, 710, 2016]
dental-heading-2: DENTAL. [250, 1039, 476, 1055]
page-number: 8 [16, 19, 30, 42]
column-local-general [1581, 56, 1831, 2016]
booth-chapman-ad: BOOTH & CHAPMAN, LTD., Oil and Colour Merchants, HAMILTON. [33, 874, 225, 898]
birth-heading: BIRTH. [718, 192, 944, 208]
race-hairini: HAIRINI HANDICAP. [545, 217, 649, 228]
totalisator-heading: TOTALISATOR INCREASE. [531, 286, 663, 297]
basstian-text: Pupils taken for Shorthand, Typing and Book-keeping. Duplicating a speciality. All work done in Strictest Confidence. [257, 1158, 469, 1186]
news-item-title: Tilt of Hamilton Stage. [1581, 1907, 1716, 1918]
local-general-list-2 [1581, 1485, 1831, 2016]
column-rule [246, 56, 247, 2016]
personal-item: Rev. G. R. Barnett, formerly Dean of Hamilton, was a recent caller at New Zealand House in London. [718, 729, 944, 762]
meeting-ad: WANTED WORKERS OF ALL TRADES TO ATTEND A MEETING [256, 221, 469, 249]
news-item: Removing Dead Vegetation. — The winter months having arrived, it has been necessary to remove all dead leaves and growth from Hamilton parks and reserves. Workmen are engaged in cleaning the beds at the Hamilton railway station from all dead vegetation preparatory to winter plantings. [1581, 311, 1831, 379]
knitwear-text: THERE was a young man named Jim, His girl knitted a Cardigan for him; With Sands Machine Knitted, The Cardigan fitted, And now she's making another for him. Sands, 1/- set, at H. EILEEN FLETCHER'S. [16, 1131, 242, 1168]
news-item-title: University Capping. [1581, 1354, 1688, 1365]
editorial-heading-tariffs: HIGHER TARIFFS. [1177, 189, 1348, 207]
news-item-text: A verdict of suicide while suffering from acute mental depression was returned by the coroner, Mr Wyvern Wilson, S.M., at Auckland yesterday, at the inquest into the death of Maurice Hughes, aged 36, who rolled off the parapet of Grafton Bridge, Auckland, on Tuesday. [1581, 705, 1831, 772]
personal-item: Mr T. F. Haughey, of Hamilton, was heartily congratulated at the graduation ceremony of the Auckland University College last evening, for taking first place for the year in architecture. [718, 964, 944, 1009]
news-item: Reduction in Power Charges. — Over the last eight years a reduction in charges of £52,000 has been made by the board," said Mr F. Purnell at the annual meeting of the Wanganui-Rangitikei Electric Power Board. [1581, 260, 1831, 304]
news-item-text: The establishment of a landing ground for aeroplanes at Port Waikato is being seriously considered by officials of the Public Works Department, are making investigations. Pilots frequently encounter dense fogs when travelling between Auckland and New Plymouth, and have to put back. They consider the provision of an emergency land ground very desirable. [1581, 1811, 1831, 1901]
news-item-title: Privilege Claimed. [1581, 1092, 1676, 1103]
topic-heading-dictatorship: Dictatorship's Road. [952, 1485, 1085, 1501]
rainfall-text: Rainfall for 24 hours ended 9 o'clock this morning, .00in. Rainfall for previous 24 hours, .00in. Total rainfall for May to date, 1.42in. Average rainfall for May, 4.63in. Rainfall for year to date, 26.03in. Average yearly rainfall, 46.33in. [16, 308, 242, 364]
column-rule [714, 56, 715, 2016]
column-weather [16, 56, 242, 2016]
bishop-ad: R. BISHOP & CO. PHONE 2859 PHONE After Hours, 3522. AGENTS FOR PUKE COAL (The Best). FIREWOOD, COKE & CARBONETTES. [250, 376, 475, 412]
ladies-hockey-text: Results of games played under the Waikato Ladies Hockey Association to-day:—Hinemoa 1, Technical Old Girls 8; Nurses 1, Leamington 0; Technical Old Girls A 2, Horotiu 1. [484, 1402, 710, 1447]
editorial-dateline: SATURDAY, MAY 16, 1936. [1000, 142, 1524, 172]
news-item: "Prove Your Magic Now!" — Mr Long Tack Sam, chatting with a representative of the Waikato Times, told the following joke against himself. At Rotorua a slight railway accident caused a truck to overturn, and a bystander remarked to Mr Long: "You are a magician; see what you can do about putting that truck upright again!" [1581, 779, 1831, 858]
news-item-title: Pacific Air Service. [1581, 1223, 1679, 1234]
memoriam-heading: IN MEMORIAM. [718, 252, 944, 268]
marton-text: Hack Steeplechase: 3-8 Croyden, 1; 3-3 Taura Lad, 2; 4-4 Battleground, 3. Scr.: Gawayn. Grafton Hack Cup.—1-1 —Hunting Queen 1; 4-4 Kelpar, 2; 7-7 Corowa, 3. Scr.: Tremsa Maid. Farewell Handicap: 1-2 Mata Hari, 1; 5-5 Happy Hunting, 2; 3-3 Sir Tommy, 3. Scr.: Vivienne, Princess La Jean, Star Flier. [484, 594, 710, 673]
race-orakau: ORAKAU HURDLES HANDICAP. [517, 148, 676, 159]
topic-kellogg-text: "Our own Government as a signatory of the Kellogg Pact is a party to a treaty which may give us rights and impose on us obligations in respect to the same contest which is being waged by those other nations. The nation which they consider an aggressor and whose actions they are seeking to limit and terminate may be by virtue of those same actions a violator of obligations to us under the Kellogg Pact. Manifestly this in itself involves to some extent a modification in the assertion of the traditional rights of neutrality. The very conception of collective action against a breach of the peace involves a change in the old-fashioned conception of the attitude of a neutral. One can hardly be neutral in thought or in action between a sheriff's posse and a breaker of the peace, and in domestic law to assist a felon is a crime in itself."—Mr H. L. Stimson, former United States Secretary of State. [952, 1332, 1573, 1474]
news-item-text: Privilege was claimed by a Government official in the Supreme Court at Christchurch yesterday, when he was asked to produce statements made by an applicant for sustenance, but he claimed that the documents, being State confidential documents, were privileged. In the absence of a certificate from the Minister of Labour, and because it appeared that one party in the action already knew part of the contents of the statements, Mr Justice Northcroft ruled that the statements must be released. [1581, 1092, 1831, 1216]
sports-edition-title: SPORTS EDITION [484, 56, 710, 126]
gjg-ad: IF YOU WISH TO BUY— IF YOU WISH TO SELL— Stocks, Shares, Bonds, and Debentures of any description—Consult C. J. G. LTD. [258, 958, 468, 986]
educational-heading: EDUCATIONAL. [250, 420, 476, 436]
news-item-text: The establishment of an air service to connect Manila, in the Philippine Islands, with New Zealand and Australia, is the subject of preliminary investigations by Mr F. V. Blair, owner of the Grand Central Airport at St. Petersburg, Florida, who arrived at Auckland by the Monterey from the United States yesterday. The service would be quite distinct from that which Pan-American Airways was to operate between San Francisco and Auckland, although it would be in a measure supplementary to it, he stated. [1581, 1223, 1831, 1347]
news-item-text: Apparently considering that "Mother's Day" had received its full share of publicity, a Napier jewellery created considerable amusement to shoppers when he displayed in the shop window a notice which read: "To-day is Father's Day." Reposing at the foot of the notice was a bottle opener. [1581, 460, 1831, 527]
brain-ad: BRAIN'S COMMERCIAL COLLEGE, HAMILTON. [252, 441, 474, 469]
news-item: Australia's Wool Cheque. — Wool sold in Australia in the 10 months of the current season ended April 30 realised £41,297,173, according to figures issued by the National Council of Woolselling Brokers of Australia. The average price of greasy wool was 14d per lb, or £17 10s 2d a bale. [1581, 1588, 1831, 1655]
ladies-hockey-heading: LADIES HOCKEY. [553, 1388, 641, 1399]
taupo-ad [16, 1340, 242, 1442]
news-item-title: Wrestling at Whangarei. [1581, 185, 1705, 196]
local-obs-heading: LOCAL OBSERVATIONS. [16, 85, 242, 102]
